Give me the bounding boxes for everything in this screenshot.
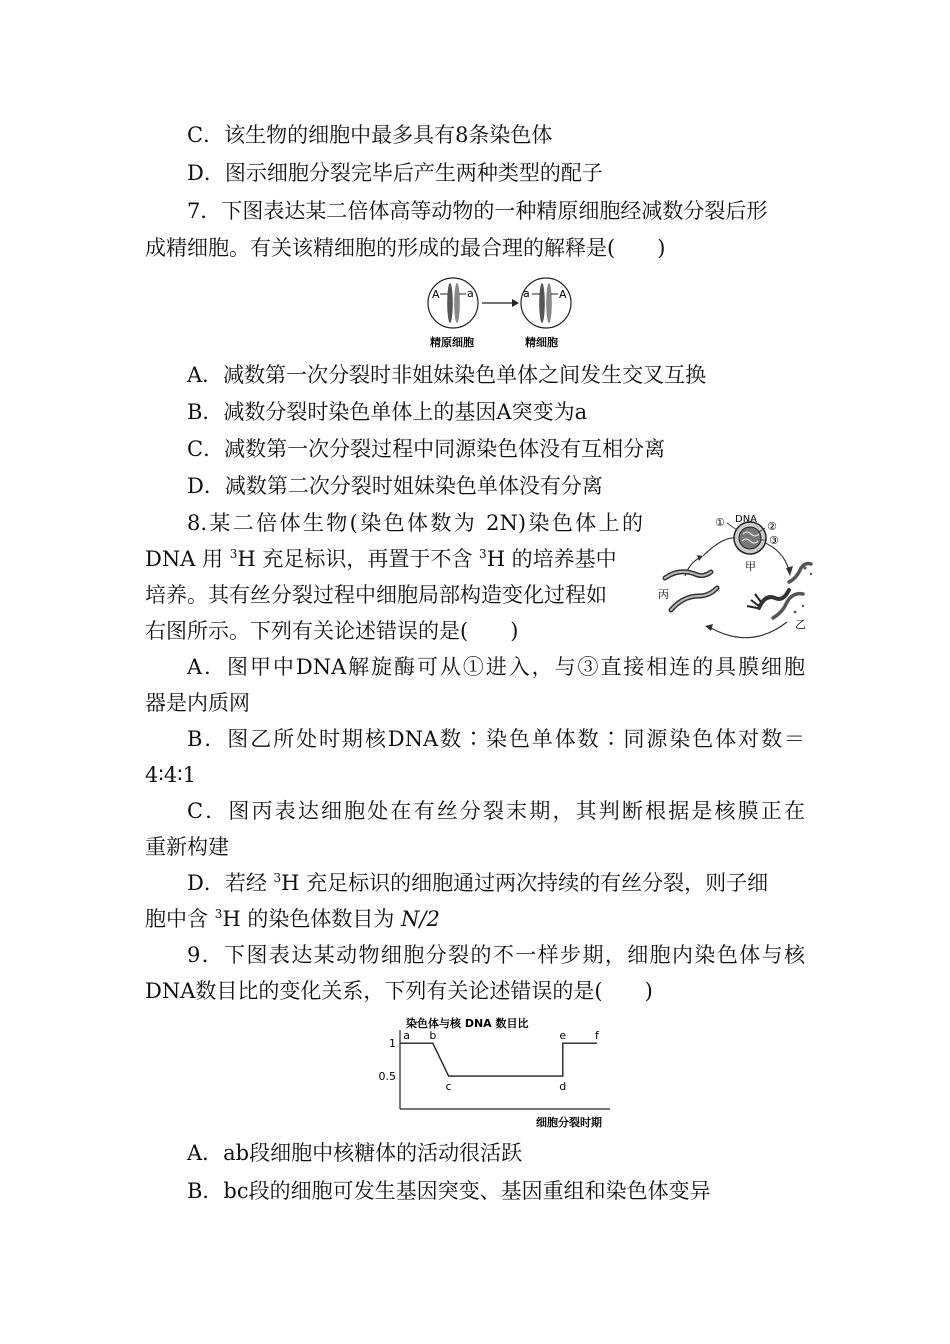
q9-chromosome-dna-ratio-chart <box>370 1012 630 1134</box>
q8-option-d-line2: 胞中含 $^3$H 的染色体数目为 N/2 <box>145 907 440 931</box>
q8-dna-label: DNA <box>735 514 758 525</box>
q7-cell2-chromatid <box>546 283 552 323</box>
q9-chart-xlabel: 细胞分裂时期 <box>536 1116 602 1129</box>
q7-cell1-outline <box>428 278 478 328</box>
q8-option-b-line2: 4∶4∶1 <box>145 763 197 787</box>
q7-option-a: A．减数第一次分裂时非姐妹染色单体之间发生交叉互换 <box>187 363 707 387</box>
q8-stem-line3: 培养。其有丝分裂过程中细胞局部构造变化过程如 <box>145 583 607 607</box>
q7-gene-A-label: A <box>432 288 440 301</box>
q7-cell2-label: 精细胞 <box>525 336 558 349</box>
q7-option-d: D．减数第二次分裂时姐妹染色单体没有分离 <box>187 474 603 498</box>
q8-yi-label: 乙 <box>795 618 806 631</box>
q9-chart-point-label-a: a <box>403 1029 410 1043</box>
q9-chart-point-label-e: e <box>559 1029 567 1043</box>
q8-mark-2: ② <box>767 520 777 533</box>
q8-jia-label: 甲 <box>745 560 756 573</box>
q8-bing-label: 丙 <box>658 588 669 601</box>
q9-option-a: A．ab段细胞中核糖体的活动很活跃 <box>187 1141 523 1165</box>
q9-chart-point-label-b: b <box>429 1029 437 1043</box>
q8-mitosis-figure <box>655 508 820 648</box>
q8-stem-line2: DNA 用 $^3$H 充足标识，再置于不含 $^3$H 的培养基中 <box>145 547 617 571</box>
q7-cell-figure <box>420 274 580 354</box>
q7-arrow-head <box>512 299 519 307</box>
q7-cell2-outline <box>521 278 571 328</box>
q7-stem-line1: 7．下图表达某二倍体高等动物的一种精原细胞经减数分裂后形 <box>187 199 768 223</box>
q9-chart-point-label-f: f <box>594 1029 599 1043</box>
q7-gene-a-label-2: a <box>523 287 530 300</box>
q9-chart-point-label-d: d <box>559 1080 567 1094</box>
q9-chart-ytick-label: 0.5 <box>378 1070 396 1084</box>
q7-stem-line2: 成精细胞。有关该精细胞的形成的最合理的解释是( ) <box>145 236 666 260</box>
q6-option-d: D．图示细胞分裂完毕后产生两种类型的配子 <box>187 161 603 185</box>
q8-option-a-line1: A．图甲中DNA解旋酶可从①进入，与③直接相连的具膜细胞 <box>187 655 805 679</box>
q9-option-b: B．bc段的细胞可发生基因突变、基因重组和染色体变异 <box>187 1179 711 1203</box>
q9-chart-ylabel: 染色体与核 DNA 数目比 <box>406 1017 529 1030</box>
q8-stem-line4: 右图所示。下列有关论述错误的是( ) <box>145 619 519 643</box>
q9-stem-line1: 9．下图表达某动物细胞分裂的不一样步期，细胞内染色体与核 <box>187 943 805 967</box>
q9-chart-series-line <box>400 1043 597 1076</box>
q8-mark-1: ① <box>715 516 725 529</box>
q8-option-c-line2: 重新构建 <box>145 835 229 859</box>
q7-cell1-label: 精原细胞 <box>430 336 474 349</box>
q8-mark-3: ③ <box>769 534 779 547</box>
q7-gene-a-label: a <box>467 287 474 300</box>
q7-option-b: B．减数分裂时染色单体上的基因A突变为a <box>187 400 588 424</box>
q6-option-c: C．该生物的细胞中最多具有8条染色体 <box>187 123 553 147</box>
q7-option-c: C．减数第一次分裂过程中同源染色体没有互相分离 <box>187 437 666 461</box>
q8-option-a-line2: 器是内质网 <box>145 691 250 715</box>
q9-stem-line2: DNA数目比的变化关系，下列有关论述错误的是( ) <box>145 979 653 1003</box>
q8-option-c-line1: C．图丙表达细胞处在有丝分裂末期，其判断根据是核膜正在 <box>187 799 805 823</box>
q7-cell1-chromatid <box>447 283 453 323</box>
q9-chart-point-label-c: c <box>445 1080 452 1094</box>
q8-option-b-line1: B．图乙所处时期核DNA数∶染色单体数∶同源染色体对数＝ <box>187 727 805 751</box>
q9-chart-ytick-label: 1 <box>389 1037 396 1051</box>
q7-gene-A-label-2: A <box>559 288 567 301</box>
q7-cell2-chromatid <box>539 283 545 323</box>
q8-option-d-line1: D．若经 $^3$H 充足标识的细胞通过两次持续的有丝分裂，则子细 <box>187 871 769 895</box>
q7-cell1-chromatid <box>454 283 460 323</box>
q8-stem-line1: 8.某二倍体生物(染色体数为 2N)染色体上的 <box>187 511 643 535</box>
